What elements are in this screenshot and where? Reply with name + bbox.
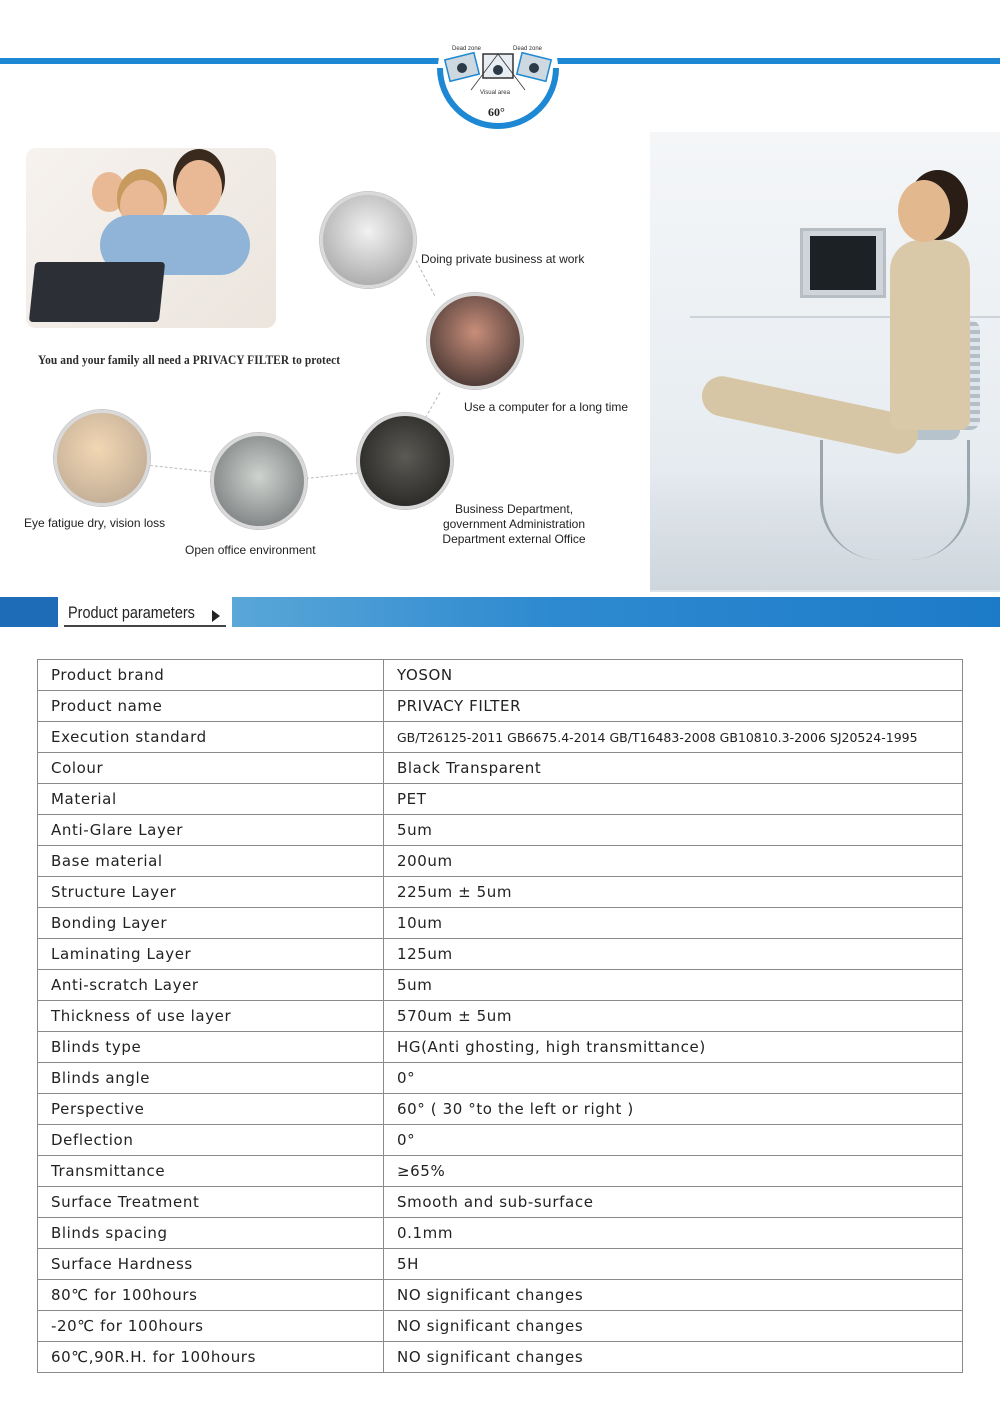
section-bar-right — [232, 597, 1000, 627]
scenario-photo-private-business — [320, 192, 416, 288]
connector-line — [306, 473, 358, 479]
scenario-label-eye-fatigue: Eye fatigue dry, vision loss — [24, 516, 166, 530]
param-value: NO significant changes — [384, 1280, 963, 1311]
param-name: Blinds type — [38, 1032, 384, 1063]
connector-line — [150, 465, 212, 472]
table-row — [38, 970, 963, 1001]
param-name: Anti-Glare Layer — [38, 815, 384, 846]
scenario-label-line: government Administration — [442, 517, 586, 531]
param-value: 5um — [384, 815, 963, 846]
scenario-label-business-department — [422, 502, 606, 547]
param-name: Surface Hardness — [38, 1249, 384, 1280]
scenario-label-line: Business Department, — [454, 502, 574, 516]
table-row — [38, 722, 963, 753]
param-name: Bonding Layer — [38, 908, 384, 939]
param-value: GB/T26125-2011 GB6675.4-2014 GB/T16483-2008 GB10810.3-2006 SJ20524-1995 — [384, 722, 963, 753]
scenario-photo-long-computer-use — [427, 293, 523, 389]
param-value: 570um ± 5um — [384, 1001, 963, 1032]
param-name: Deflection — [38, 1125, 384, 1156]
param-value: Black Transparent — [384, 753, 963, 784]
param-name: Thickness of use layer — [38, 1001, 384, 1032]
section-title-underline — [64, 625, 226, 627]
param-name: Structure Layer — [38, 877, 384, 908]
param-name: 80℃ for 100hours — [38, 1280, 384, 1311]
table-row — [38, 1187, 963, 1218]
param-value: YOSON — [384, 660, 963, 691]
table-row — [38, 660, 963, 691]
param-value: 0.1mm — [384, 1218, 963, 1249]
table-row — [38, 1125, 963, 1156]
woman-head — [898, 180, 950, 242]
param-name: Base material — [38, 846, 384, 877]
table-row — [38, 1063, 963, 1094]
section-title: Product parameters — [68, 603, 195, 622]
table-row — [38, 1249, 963, 1280]
scenario-label-open-office: Open office environment — [185, 543, 316, 557]
param-name: Product brand — [38, 660, 384, 691]
param-name: Material — [38, 784, 384, 815]
param-value: ≥65% — [384, 1156, 963, 1187]
param-value: 0° — [384, 1063, 963, 1094]
viewing-angle-value: 60° — [488, 105, 505, 119]
table-row — [38, 877, 963, 908]
param-name: Blinds angle — [38, 1063, 384, 1094]
param-value: 5H — [384, 1249, 963, 1280]
param-name: Product name — [38, 691, 384, 722]
monitor-center-icon — [483, 54, 513, 78]
table-row — [38, 939, 963, 970]
section-arrow-icon — [212, 610, 220, 622]
param-value: NO significant changes — [384, 1311, 963, 1342]
table-row — [38, 753, 963, 784]
param-name: Laminating Layer — [38, 939, 384, 970]
table-row — [38, 1094, 963, 1125]
visual-area-label: Visual area — [480, 90, 510, 96]
table-row — [38, 815, 963, 846]
woman-body — [890, 240, 970, 430]
param-value: 60° ( 30 °to the left or right ) — [384, 1094, 963, 1125]
table-row — [38, 1311, 963, 1342]
monitor-screen — [810, 236, 876, 290]
table-row — [38, 1280, 963, 1311]
param-value: 5um — [384, 970, 963, 1001]
param-name: Perspective — [38, 1094, 384, 1125]
param-name: Execution standard — [38, 722, 384, 753]
scenario-photo-open-office — [211, 433, 307, 529]
param-name: Colour — [38, 753, 384, 784]
dead-zone-left-label: Dead zone — [452, 46, 482, 52]
section-bar-left — [0, 597, 58, 627]
scenario-label-long-computer-use: Use a computer for a long time — [464, 400, 629, 414]
scenario-photo-business-department — [357, 413, 453, 509]
privacy-headline: You and your family all need a PRIVACY FILTER to protect — [38, 352, 341, 367]
family-laptop — [29, 262, 165, 322]
param-name: 60℃,90R.H. for 100hours — [38, 1342, 384, 1373]
scenario-label-private-business: Doing private business at work — [421, 252, 585, 266]
table-row — [38, 846, 963, 877]
scenario-label-line: Department external Office — [442, 532, 586, 546]
table-row — [38, 1218, 963, 1249]
table-row — [38, 1342, 963, 1373]
chair-legs — [820, 440, 970, 560]
table-row — [38, 1001, 963, 1032]
table-row — [38, 691, 963, 722]
scenario-photo-eye-fatigue — [54, 410, 150, 506]
father-face — [176, 160, 222, 216]
param-value: 225um ± 5um — [384, 877, 963, 908]
dead-zone-right-label: Dead zone — [513, 46, 543, 52]
param-value: HG(Anti ghosting, high transmittance) — [384, 1032, 963, 1063]
param-name: Blinds spacing — [38, 1218, 384, 1249]
param-value: PET — [384, 784, 963, 815]
param-value: 0° — [384, 1125, 963, 1156]
param-value: 10um — [384, 908, 963, 939]
param-name: Surface Treatment — [38, 1187, 384, 1218]
table-row — [38, 908, 963, 939]
param-value: PRIVACY FILTER — [384, 691, 963, 722]
param-name: Anti-scratch Layer — [38, 970, 384, 1001]
param-value: 125um — [384, 939, 963, 970]
param-value: NO significant changes — [384, 1342, 963, 1373]
table-row — [38, 784, 963, 815]
param-value: 200um — [384, 846, 963, 877]
product-parameters-table — [37, 659, 963, 1373]
param-name: Transmittance — [38, 1156, 384, 1187]
table-row — [38, 1032, 963, 1063]
table-row — [38, 1156, 963, 1187]
param-name: -20℃ for 100hours — [38, 1311, 384, 1342]
param-value: Smooth and sub-surface — [384, 1187, 963, 1218]
